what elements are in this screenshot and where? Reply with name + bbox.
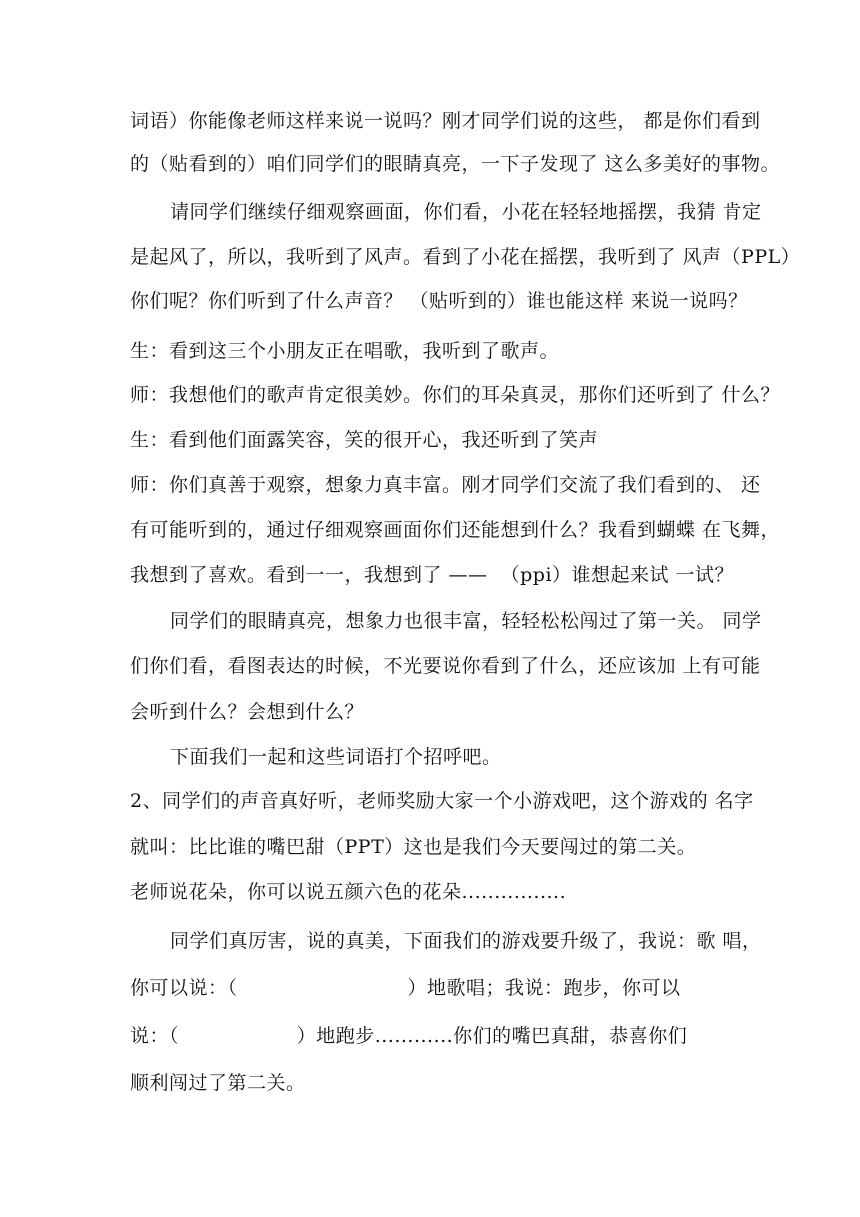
paragraph-line: 词语）你能像老师这样来说一说吗？刚才同学们说的这些， 都是你们看到 bbox=[130, 110, 761, 132]
paragraph-line: 我想到了喜欢。看到一一，我想到了 —— （ppi）谁想起来试 一试？ bbox=[130, 564, 735, 586]
paragraph-line: 说：（ ）地跑步............你们的嘴巴真甜，恭喜你们 bbox=[130, 1025, 688, 1047]
paragraph-line: 你们呢？你们听到了什么声音？ （贴听到的）谁也能这样 来说一说吗？ bbox=[130, 290, 748, 312]
paragraph-line: 顺利闯过了第二关。 bbox=[130, 1072, 306, 1094]
paragraph-line: 请同学们继续仔细观察画面，你们看，小花在轻轻地摇摆，我猜 肯定 bbox=[170, 201, 762, 223]
teacher-line: 师：你们真善于观察，想象力真丰富。刚才同学们交流了我们看到的、 还 bbox=[130, 474, 761, 496]
paragraph-line: 的（贴看到的）咱们同学们的眼睛真亮，一下子发现了 这么多美好的事物。 bbox=[130, 153, 781, 175]
paragraph-line: 是起风了，所以，我听到了风声。看到了小花在摇摆，我听到了 风声（PPL） bbox=[130, 246, 801, 268]
paragraph-line: 老师说花朵，你可以说五颜六色的花朵................ bbox=[130, 881, 567, 903]
paragraph-line: 2、同学们的声音真好听，老师奖励大家一个小游戏吧，这个游戏的 名字 bbox=[130, 790, 754, 812]
teacher-line: 师：我想他们的歌声肯定很美妙。你们的耳朵真灵，那你们还听到了 什么？ bbox=[130, 384, 781, 406]
paragraph-line: 同学们的眼睛真亮，想象力也很丰富，轻轻松松闯过了第一关。 同学 bbox=[170, 610, 762, 632]
student-line: 生：看到这三个小朋友正在唱歌，我听到了歌声。 bbox=[130, 340, 560, 362]
paragraph-line: 你可以说：（ ）地歌唱；我说：跑步，你可以 bbox=[130, 977, 681, 999]
paragraph-line: 就叫：比比谁的嘴巴甜（PPT）这也是我们今天要闯过的第二关。 bbox=[130, 836, 697, 858]
paragraph-line: 们你们看，看图表达的时候，不光要说你看到了什么，还应该加 上有可能 bbox=[130, 655, 761, 677]
paragraph-line: 同学们真厉害，说的真美，下面我们的游戏要升级了，我说：歌 唱， bbox=[170, 930, 762, 952]
paragraph-line: 下面我们一起和这些词语打个招呼吧。 bbox=[170, 746, 502, 768]
paragraph-line: 会听到什么？会想到什么？ bbox=[130, 701, 365, 723]
paragraph-line: 有可能听到的，通过仔细观察画面你们还能想到什么？我看到蝴蝶 在飞舞， bbox=[130, 519, 781, 541]
student-line: 生：看到他们面露笑容，笑的很开心，我还听到了笑声 bbox=[130, 429, 599, 451]
